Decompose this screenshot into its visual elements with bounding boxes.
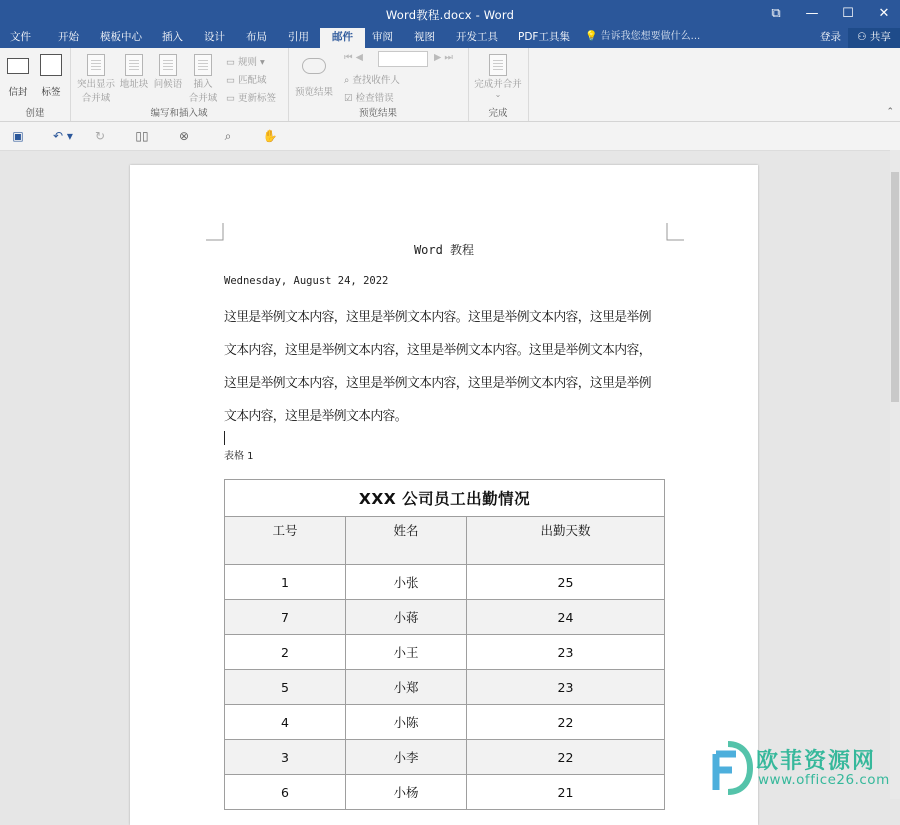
- cell-employee-id[interactable]: 6: [225, 775, 346, 810]
- person-icon: ⚇: [857, 31, 867, 43]
- watermark-name: 欧菲资源网: [756, 749, 877, 774]
- read-mode-icon[interactable]: ▯▯: [135, 129, 149, 143]
- table-row: [225, 635, 665, 670]
- margin-corner-marker: [206, 223, 224, 241]
- group-finish-label: 完成: [488, 108, 508, 119]
- labels-label: 标签: [41, 87, 61, 98]
- cell-employee-id[interactable]: 7: [225, 600, 346, 635]
- table-row: [225, 775, 665, 810]
- tell-me-box[interactable]: [585, 28, 700, 48]
- cell-attendance-days[interactable]: 23: [467, 670, 665, 705]
- tab-design[interactable]: 设计: [204, 31, 225, 43]
- maximize-button[interactable]: ☐: [842, 6, 854, 21]
- table-caption[interactable]: 表格 1: [224, 451, 254, 462]
- vertical-scrollbar[interactable]: [890, 150, 900, 799]
- share-button[interactable]: [848, 28, 900, 48]
- document-page[interactable]: [130, 165, 758, 825]
- table-header-row: [225, 517, 665, 565]
- update-labels-icon: ▭: [226, 93, 235, 104]
- first-record-icon[interactable]: ⏮: [344, 52, 353, 63]
- cell-name[interactable]: 小王: [346, 635, 467, 670]
- ribbon: [0, 48, 900, 122]
- cell-name[interactable]: 小张: [346, 565, 467, 600]
- labels-button[interactable]: [36, 54, 66, 98]
- check-errors-icon: ☑: [344, 93, 353, 104]
- match-label: 匹配域: [238, 75, 267, 86]
- group-write-insert-label: 编写和插入域: [150, 108, 208, 119]
- attendance-table[interactable]: [224, 479, 665, 810]
- table-row: [225, 705, 665, 740]
- cell-attendance-days[interactable]: 21: [467, 775, 665, 810]
- tab-layout[interactable]: 布局: [246, 31, 267, 43]
- next-record-icon[interactable]: ▶: [434, 52, 442, 63]
- tab-insert[interactable]: 插入: [162, 31, 183, 43]
- header-employee-id[interactable]: 工号: [225, 517, 346, 565]
- tab-mailings[interactable]: 邮件: [320, 28, 365, 48]
- cell-attendance-days[interactable]: 22: [467, 705, 665, 740]
- table-row: [225, 740, 665, 775]
- preview-results-label: 预览结果: [294, 87, 333, 98]
- insert-label-1: 插入: [193, 79, 213, 90]
- date-line[interactable]: Wednesday, August 24, 2022: [224, 275, 389, 287]
- ribbon-display-options-button[interactable]: ⧉: [771, 6, 781, 21]
- cell-name[interactable]: 小郑: [346, 670, 467, 705]
- table-row: [225, 670, 665, 705]
- cell-employee-id[interactable]: 5: [225, 670, 346, 705]
- insert-merge-field-button[interactable]: [186, 54, 220, 104]
- tab-review[interactable]: 审阅: [372, 31, 393, 43]
- save-icon[interactable]: ▣: [12, 129, 24, 143]
- header-attendance-days[interactable]: 出勤天数: [467, 517, 665, 565]
- insert-field-icon: [194, 54, 212, 76]
- tab-file[interactable]: 文件: [10, 31, 31, 43]
- title-bar: [0, 0, 900, 28]
- address-label: 地址块: [119, 79, 149, 90]
- login-link[interactable]: 登录: [820, 31, 841, 43]
- minimize-button[interactable]: —: [805, 6, 819, 21]
- check-errors-label: 检查错误: [355, 93, 394, 104]
- cell-name[interactable]: 小杨: [346, 775, 467, 810]
- table-row: [225, 565, 665, 600]
- rules-icon: ▭: [226, 57, 235, 68]
- group-preview-label: 预览结果: [358, 108, 397, 119]
- group-create-label: 创建: [25, 108, 45, 119]
- paragraph-line[interactable]: 文本内容，这里是举例文本内容。: [224, 409, 407, 424]
- greeting-icon: [159, 54, 177, 76]
- group-finish: [468, 48, 529, 121]
- paragraph-line[interactable]: 这里是举例文本内容，这里是举例文本内容。这里是举例文本内容，这里是举例: [224, 310, 651, 325]
- tell-me-text: 告诉我您想要做什么...: [600, 31, 701, 42]
- cell-attendance-days[interactable]: 23: [467, 635, 665, 670]
- table-title[interactable]: XXX 公司员工出勤情况: [225, 480, 665, 517]
- tab-references[interactable]: 引用: [288, 31, 309, 43]
- watermark-logo: [702, 740, 754, 796]
- rules-button[interactable]: ▭ 规则 ▾: [226, 57, 265, 68]
- address-block-button[interactable]: [118, 54, 150, 90]
- paragraph-line[interactable]: 文本内容，这里是举例文本内容，这里是举例文本内容。这里是举例文本内容，: [224, 343, 651, 358]
- undo-icon[interactable]: ↶ ▾: [53, 129, 73, 143]
- ribbon-tabs: [0, 28, 900, 48]
- group-preview: [288, 48, 469, 121]
- tab-pdf-tools[interactable]: PDF工具集: [518, 31, 570, 43]
- scrollbar-thumb[interactable]: [891, 172, 899, 402]
- check-errors-button[interactable]: [344, 90, 394, 104]
- find-recipient-button[interactable]: [344, 72, 400, 86]
- preview-results-button[interactable]: [292, 56, 336, 98]
- share-label: 共享: [869, 31, 891, 43]
- address-icon: [125, 54, 143, 76]
- tab-home[interactable]: 开始: [58, 31, 79, 43]
- cell-attendance-days[interactable]: 24: [467, 600, 665, 635]
- last-record-icon[interactable]: ⏭: [444, 52, 453, 63]
- cell-attendance-days[interactable]: 25: [467, 565, 665, 600]
- update-label: 更新标签: [238, 93, 277, 104]
- paragraph-line[interactable]: 这里是举例文本内容，这里是举例文本内容，这里是举例文本内容，这里是举例: [224, 376, 651, 391]
- page-header[interactable]: Word 教程: [413, 243, 475, 257]
- chevron-down-icon: ⌄: [494, 90, 502, 99]
- match-fields-button[interactable]: [226, 72, 267, 86]
- labels-icon: [40, 54, 62, 76]
- group-write-insert: [70, 48, 289, 121]
- cell-name[interactable]: 小蒋: [346, 600, 467, 635]
- record-navigation: [344, 52, 363, 63]
- envelopes-button[interactable]: [4, 54, 32, 98]
- greeting-label: 问候语: [153, 79, 183, 90]
- find-recipient-label: 查找收件人: [352, 75, 400, 86]
- highlight-label-2: 合并域: [81, 93, 111, 104]
- lightbulb-icon: 💡: [585, 31, 598, 42]
- touch-mode-icon[interactable]: ✋: [262, 129, 278, 143]
- collapse-ribbon-icon[interactable]: ⌃: [886, 107, 894, 117]
- envelopes-label: 信封: [8, 87, 28, 98]
- envelope-icon: [7, 58, 29, 74]
- site-watermark: [700, 738, 900, 798]
- watermark-site: www.office26.com: [758, 772, 890, 788]
- quick-access-toolbar: [0, 122, 900, 151]
- record-number-input[interactable]: [378, 51, 428, 67]
- group-create: [0, 48, 71, 121]
- highlight-label-1: 突出显示: [76, 79, 115, 90]
- header-name[interactable]: 姓名: [346, 517, 467, 565]
- update-labels-button[interactable]: [226, 90, 276, 104]
- text-cursor: [224, 431, 225, 445]
- cell-employee-id[interactable]: 3: [225, 740, 346, 775]
- find-icon: ⌕: [344, 75, 350, 86]
- margin-corner-marker: [666, 223, 684, 241]
- cell-employee-id[interactable]: 2: [225, 635, 346, 670]
- match-fields-icon: ▭: [226, 75, 235, 86]
- cell-name[interactable]: 小陈: [346, 705, 467, 740]
- previous-record-icon[interactable]: ◀: [355, 52, 363, 63]
- table-row: [225, 600, 665, 635]
- finish-merge-icon: [489, 54, 507, 76]
- cell-employee-id[interactable]: 4: [225, 705, 346, 740]
- highlight-merge-fields-button[interactable]: [76, 54, 116, 104]
- link-icon[interactable]: ⊗: [178, 129, 190, 143]
- greeting-line-button[interactable]: [152, 54, 184, 90]
- print-preview-icon[interactable]: ⌕: [224, 129, 232, 143]
- cell-name[interactable]: 小李: [346, 740, 467, 775]
- finish-merge-button[interactable]: [470, 54, 526, 99]
- record-navigation-next: [434, 52, 453, 63]
- insert-label-2: 合并域: [188, 93, 218, 104]
- tab-developer[interactable]: 开发工具: [456, 31, 498, 43]
- finish-merge-label: 完成并合并: [474, 79, 522, 90]
- window-title: Word教程.docx - Word: [385, 8, 515, 22]
- cell-employee-id[interactable]: 1: [225, 565, 346, 600]
- rules-label: 规则: [238, 57, 258, 68]
- redo-icon[interactable]: ↻: [94, 129, 106, 143]
- document-icon: [87, 54, 105, 76]
- tab-template-center[interactable]: 模板中心: [100, 31, 142, 43]
- cell-attendance-days[interactable]: 22: [467, 740, 665, 775]
- preview-icon: [302, 58, 326, 74]
- tab-view[interactable]: 视图: [414, 31, 435, 43]
- close-button[interactable]: ✕: [878, 6, 890, 21]
